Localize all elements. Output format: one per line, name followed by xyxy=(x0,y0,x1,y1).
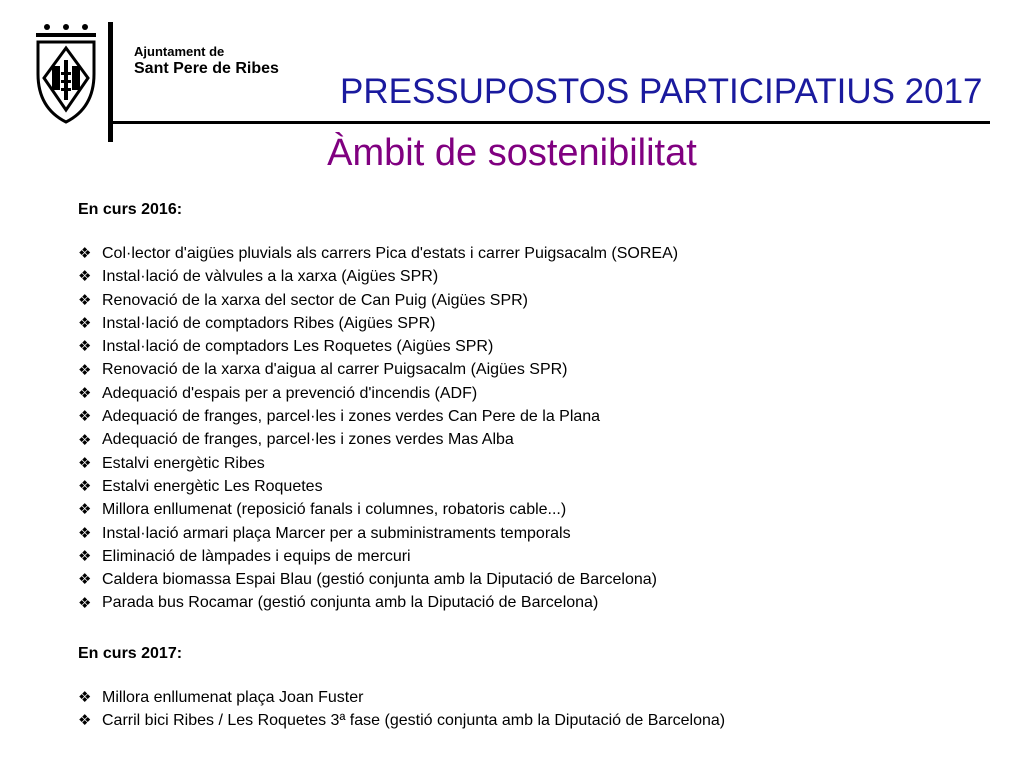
list-item xyxy=(78,335,1008,358)
list-item-text: Renovació de la xarxa d'aigua al carrer Puigsacalm (Aigües SPR) xyxy=(102,361,568,379)
list-item-text: Caldera biomassa Espai Blau (gestió conjunta amb la Diputació de Barcelona) xyxy=(102,571,657,589)
bullet-icon: ❖ xyxy=(78,338,92,356)
list-item xyxy=(78,312,1008,335)
list-item-text: Adequació d'espais per a prevenció d'incendis (ADF) xyxy=(102,384,478,402)
bullet-icon: ❖ xyxy=(78,454,92,472)
bullet-icon: ❖ xyxy=(78,594,92,612)
list-item-text: Eliminació de làmpades i equips de mercuri xyxy=(102,547,411,565)
bullet-icon: ❖ xyxy=(78,478,92,496)
list-item-text: Instal·lació de vàlvules a la xarxa (Aigües SPR) xyxy=(102,268,439,286)
bullet-icon: ❖ xyxy=(78,524,92,542)
list-item xyxy=(78,405,1008,428)
list-item-text: Millora enllumenat plaça Joan Fuster xyxy=(102,688,364,706)
section-heading-2017: En curs 2017: xyxy=(78,644,183,662)
list-item-text: Estalvi energètic Ribes xyxy=(102,454,265,472)
bullet-icon: ❖ xyxy=(78,384,92,402)
list-item xyxy=(78,568,1008,591)
bullet-icon: ❖ xyxy=(78,268,92,286)
content-body xyxy=(78,200,1008,732)
page-title: PRESSUPOSTOS PARTICIPATIUS 2017 xyxy=(340,72,983,111)
list-item xyxy=(78,545,1008,568)
list-item xyxy=(78,522,1008,545)
list-item-text: Instal·lació armari plaça Marcer per a subministraments temporals xyxy=(102,524,571,542)
crest-icon xyxy=(30,22,102,126)
bullet-icon: ❖ xyxy=(78,501,92,519)
list-item xyxy=(78,242,1008,265)
page-subtitle: Àmbit de sostenibilitat xyxy=(327,132,697,174)
list-item xyxy=(78,498,1008,521)
bullet-icon: ❖ xyxy=(78,408,92,426)
header-horizontal-rule xyxy=(108,121,990,124)
bullet-icon: ❖ xyxy=(78,291,92,309)
list-item xyxy=(78,265,1008,288)
bullet-icon: ❖ xyxy=(78,548,92,565)
list-item-text: Parada bus Rocamar (gestió conjunta amb la Diputació de Barcelona) xyxy=(102,594,599,612)
list-item-text: Adequació de franges, parcel·les i zones verdes Can Pere de la Plana xyxy=(102,408,601,426)
bullet-icon: ❖ xyxy=(78,245,92,263)
list-item xyxy=(78,452,1008,475)
list-item-text: Carril bici Ribes / Les Roquetes 3ª fase (gestió conjunta amb la Diputació de Barcelona) xyxy=(102,712,726,730)
list-item-text: Instal·lació de comptadors Les Roquetes (Aigües SPR) xyxy=(102,338,494,356)
organization-line-2: Sant Pere de Ribes xyxy=(134,60,279,77)
list-item-text: Millora enllumenat (reposició fanals i columnes, robatoris cable...) xyxy=(102,501,567,519)
list-item xyxy=(78,686,1008,709)
item-list-2016 xyxy=(78,242,1008,615)
list-item xyxy=(78,591,1008,614)
item-list-2017 xyxy=(78,686,1008,733)
list-item-text: Renovació de la xarxa del sector de Can Puig (Aigües SPR) xyxy=(102,291,528,309)
section-heading-2016: En curs 2016: xyxy=(78,201,183,218)
list-item xyxy=(78,382,1008,405)
list-item-text: Col·lector d'aigües pluvials als carrers Pica d'estats i carrer Puigsacalm (SOREA) xyxy=(102,245,679,262)
list-item xyxy=(78,358,1008,381)
bullet-icon: ❖ xyxy=(78,688,92,706)
bullet-icon: ❖ xyxy=(78,431,92,449)
list-item xyxy=(78,428,1008,451)
list-item-text: Adequació de franges, parcel·les i zones verdes Mas Alba xyxy=(102,431,514,449)
list-item-text: Estalvi energètic Les Roquetes xyxy=(102,477,323,495)
organization-line-1: Ajuntament de xyxy=(134,44,225,59)
header-vertical-rule xyxy=(108,22,113,122)
list-item xyxy=(78,289,1008,312)
bullet-icon: ❖ xyxy=(78,315,92,333)
list-item xyxy=(78,475,1008,498)
bullet-icon: ❖ xyxy=(78,712,92,730)
list-item-text: Instal·lació de comptadors Ribes (Aigües SPR) xyxy=(102,314,436,332)
organization-name xyxy=(134,44,279,79)
list-item xyxy=(78,709,1008,732)
bullet-icon: ❖ xyxy=(78,361,92,379)
bullet-icon: ❖ xyxy=(78,571,92,589)
